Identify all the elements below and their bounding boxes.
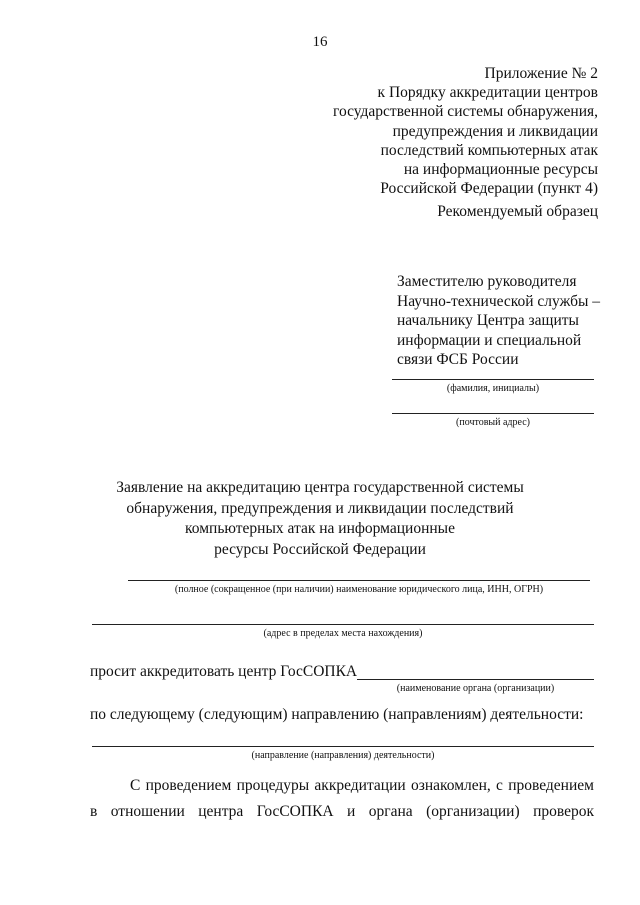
addressee-line: информации и специальной: [397, 331, 582, 349]
paragraph-line-1: [130, 777, 594, 795]
direction-text: по следующему (следующим) направлению (направлениям) деятельности:: [90, 706, 584, 723]
document-title: [0, 478, 640, 560]
appendix-line: предупреждения и ликвидации: [392, 122, 598, 140]
addressee-line: Заместителю руководителя: [397, 273, 577, 290]
location-caption: (адрес в пределах места нахождения): [263, 628, 423, 639]
word: ознакомлен,: [410, 777, 491, 794]
title-line: компьютерных атак на информационные: [185, 520, 455, 538]
address-fill-line: [392, 413, 594, 414]
word: и: [347, 803, 356, 820]
request-text: просит аккредитовать центр ГосСОПКА: [90, 663, 358, 680]
word: (организации): [426, 803, 520, 820]
name-fill-line: [392, 379, 594, 380]
word: центра: [198, 803, 244, 820]
appendix-header: [333, 64, 598, 198]
direction-caption: (направление (направления) деятельности): [251, 750, 435, 761]
name-caption: (фамилия, инициалы): [446, 383, 540, 394]
sample-label: Рекомендуемый образец: [437, 203, 598, 220]
addressee-block: [397, 272, 600, 370]
appendix-line: на информационные ресурсы: [403, 161, 598, 179]
addressee-line: связи ФСБ России: [397, 351, 519, 369]
appendix-line: Приложение № 2: [484, 65, 598, 82]
org-fill-line: [357, 679, 594, 680]
word: проведением: [145, 777, 232, 794]
word: в: [90, 803, 98, 820]
word: С: [130, 777, 141, 794]
address-caption: (почтовый адрес): [456, 417, 530, 428]
entity-caption: (полное (сокращенное (при наличии) наименование юридического лица, ИНН, ОГРН): [174, 584, 544, 595]
title-line: обнаружения, предупреждения и ликвидации последствий: [126, 499, 514, 517]
page-number: 16: [312, 34, 328, 50]
word: проведением: [508, 777, 594, 794]
paragraph-line-2: [90, 803, 594, 821]
word: аккредитации: [314, 777, 406, 794]
location-fill-line: [92, 624, 594, 625]
addressee-line: начальнику Центра защиты: [397, 312, 579, 330]
title-line: ресурсы Российской Федерации: [214, 540, 426, 558]
entity-fill-line: [128, 580, 590, 581]
direction-fill-line: [92, 746, 594, 747]
word: проверок: [533, 803, 594, 820]
appendix-line: последствий компьютерных атак: [380, 141, 598, 159]
appendix-line: государственной системы обнаружения,: [332, 103, 598, 121]
word: органа: [368, 803, 413, 820]
org-caption: (наименование органа (организации): [396, 683, 555, 694]
addressee-line: Научно-технической службы –: [397, 292, 601, 310]
word: ГосСОПКА: [256, 803, 334, 820]
appendix-line: к Порядку аккредитации центров: [377, 84, 598, 102]
title-line: Заявление на аккредитацию центра государственной системы: [116, 479, 524, 496]
word: с: [496, 777, 503, 794]
appendix-line: Российской Федерации (пункт 4): [380, 180, 598, 198]
word: процедуры: [236, 777, 310, 794]
word: отношении: [110, 803, 185, 820]
